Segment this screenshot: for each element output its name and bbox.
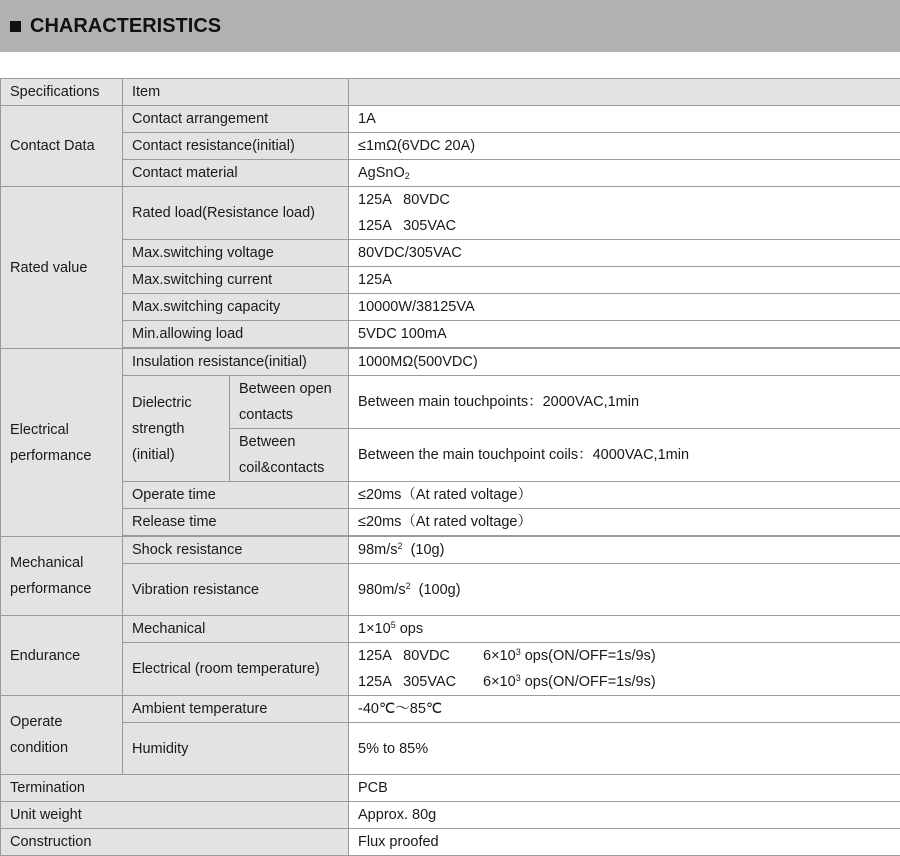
table-row <box>1 775 900 802</box>
item-label: Rated load(Resistance load) <box>123 187 349 240</box>
item-label: Termination <box>1 775 349 802</box>
table-row <box>1 106 900 133</box>
header-value <box>349 79 900 106</box>
item-label: Construction <box>1 829 349 856</box>
item-label: Max.switching capacity <box>123 294 349 321</box>
item-value: ≤1mΩ(6VDC 20A) <box>349 133 900 160</box>
item-value: $980m/s^2$ (100g) <box>349 564 900 616</box>
table-row <box>1 133 900 160</box>
item-value: Approx. 80g <box>349 802 900 829</box>
group-electrical-performance: Electrical performance <box>1 349 123 537</box>
dielectric-strength-label: Dielectric strength (initial) <box>123 376 230 482</box>
item-value: AgSnO$_2$ <box>349 160 900 187</box>
item-label: Between coil&contacts <box>230 429 349 482</box>
table-row <box>1 537 900 564</box>
item-label: Max.switching voltage <box>123 240 349 267</box>
item-value: 5% to 85% <box>349 723 900 775</box>
table-row <box>1 240 900 267</box>
table-row <box>1 723 900 775</box>
table-row <box>1 643 900 696</box>
table-row <box>1 564 900 616</box>
table-header-row <box>1 79 900 106</box>
item-value: 125A 80VDC 125A 305VAC <box>349 187 900 240</box>
table-row <box>1 187 900 240</box>
item-label: Ambient temperature <box>123 696 349 723</box>
item-label: Min.allowing load <box>123 321 349 348</box>
item-label: Contact resistance(initial) <box>123 133 349 160</box>
item-label: Between open contacts <box>230 376 349 429</box>
item-value: 5VDC 100mA <box>349 321 900 348</box>
item-value: 1000MΩ(500VDC) <box>349 349 900 376</box>
square-bullet-icon <box>10 21 21 32</box>
item-label: Contact arrangement <box>123 106 349 133</box>
item-value: Between the main touchpoint coils：4000VAC,1min <box>349 429 900 482</box>
group-mechanical-performance: Mechanical performance <box>1 537 123 616</box>
item-label: Mechanical <box>123 616 349 643</box>
table-row <box>1 509 900 536</box>
table-row <box>1 349 900 376</box>
item-value: ≤20ms（At rated voltage） <box>349 509 900 536</box>
characteristics-table <box>0 78 900 856</box>
table-row <box>1 160 900 187</box>
table-row <box>1 376 900 429</box>
group-endurance: Endurance <box>1 616 123 696</box>
item-label: Electrical (room temperature) <box>123 643 349 696</box>
item-value: 10000W/38125VA <box>349 294 900 321</box>
item-label: Unit weight <box>1 802 349 829</box>
group-rated-value: Rated value <box>1 187 123 349</box>
table-row <box>1 616 900 643</box>
item-value: 80VDC/305VAC <box>349 240 900 267</box>
item-value: $1\times 10^5$ ops <box>349 616 900 643</box>
item-value: -40℃～85℃ <box>349 696 900 723</box>
item-label: Operate time <box>123 482 349 509</box>
section-header <box>0 0 900 52</box>
section-title: CHARACTERISTICS <box>30 15 221 38</box>
header-specifications: Specifications <box>1 79 123 106</box>
item-value: PCB <box>349 775 900 802</box>
item-label: Max.switching current <box>123 267 349 294</box>
item-value: 125A 80VDC $6\times 10^3$ ops(ON/OFF=1s/9s) 125A 305VAC $6\times 10^3$ ops(ON/OFF=1s/9s) <box>349 643 900 696</box>
table-row <box>1 321 900 348</box>
table-row <box>1 829 900 856</box>
item-value: 125A <box>349 267 900 294</box>
item-value: Flux proofed <box>349 829 900 856</box>
item-label: Humidity <box>123 723 349 775</box>
table-row <box>1 696 900 723</box>
group-contact-data: Contact Data <box>1 106 123 187</box>
header-item: Item <box>123 79 349 106</box>
table-row <box>1 802 900 829</box>
table-row <box>1 482 900 509</box>
item-label: Insulation resistance(initial) <box>123 349 349 376</box>
item-label: Contact material <box>123 160 349 187</box>
item-value: $98m/s^2$ (10g) <box>349 537 900 564</box>
group-operate-condition: Operate condition <box>1 696 123 775</box>
table-row <box>1 267 900 294</box>
item-value: 1A <box>349 106 900 133</box>
table-row <box>1 294 900 321</box>
item-label: Release time <box>123 509 349 536</box>
item-label: Vibration resistance <box>123 564 349 616</box>
item-value: Between main touchpoints：2000VAC,1min <box>349 376 900 429</box>
item-value: ≤20ms（At rated voltage） <box>349 482 900 509</box>
item-label: Shock resistance <box>123 537 349 564</box>
